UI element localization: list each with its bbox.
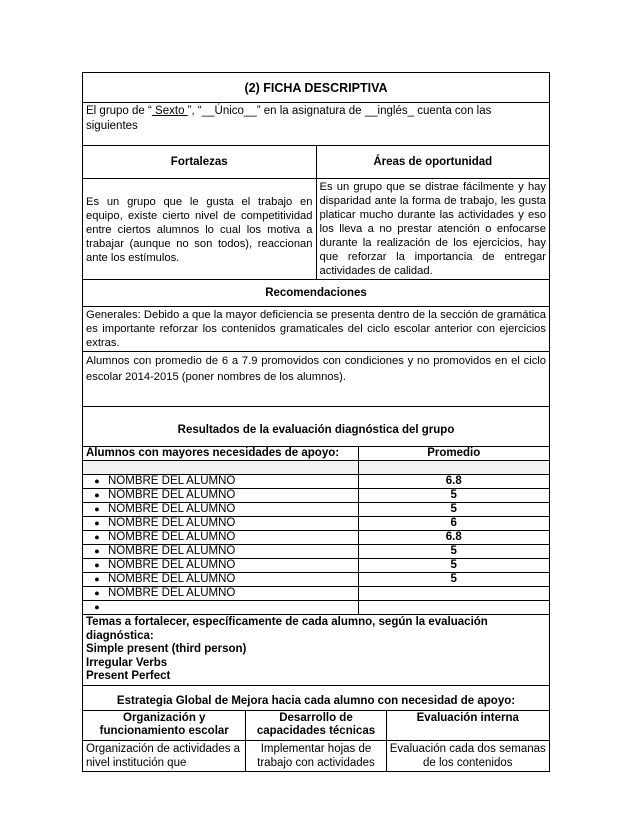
recomendaciones-alumnos: Alumnos con promedio de 6 a 7.9 promovidos con condiciones y no promovidos en el ciclo escolar 2014-2015 (poner nombres de los alumnos). [83,352,550,407]
blank-cell-left [83,461,359,475]
bullet-icon: ● [94,490,100,500]
table-row [83,489,550,503]
bullet-icon: ● [94,518,100,528]
alumno-promedio: 5 [358,545,549,559]
alumno-promedio: 5 [358,559,549,573]
alumnos-header: Alumnos con mayores necesidades de apoyo: [83,447,359,461]
alumno-name: NOMBRE DEL ALUMNO [108,587,236,599]
tema-item: Irregular Verbs [86,656,168,669]
bullet-icon: ● [94,546,100,556]
bullet-icon: ● [94,532,100,542]
alumno-name: NOMBRE DEL ALUMNO [108,475,236,487]
alumno-name: NOMBRE DEL ALUMNO [108,573,236,585]
title-row [83,73,550,103]
table-row [83,545,550,559]
alumno-name: NOMBRE DEL ALUMNO [108,503,236,515]
bullet-icon: ● [94,602,100,612]
resultados-header-row [83,407,550,447]
alumno-name-cell [83,545,359,559]
fortalezas-row [83,179,550,280]
temas-header: Temas a fortalecer, específicamente de cada alumno, según la evaluación diagnóstica: [86,616,488,642]
intro-row [83,103,550,146]
table-row [83,503,550,517]
alumno-promedio: 5 [358,573,549,587]
temas-row [83,615,550,686]
estrategia-cols-row [83,710,550,740]
alumno-name: NOMBRE DEL ALUMNO [108,517,236,529]
col-value-evaluacion: Evaluación cada dos semanas de los contenidos [386,740,549,771]
alumno-name: NOMBRE DEL ALUMNO [108,489,236,501]
fortalezas-text: Es un grupo que le gusta el trabajo en equipo, existe cierto nivel de competitividad entre ciertos alumnos lo cual los motiva a trabajar (aunque no son todos), reaccionan ante los estímulos. [83,179,317,280]
alumnos-list [83,475,550,615]
temas-cell [83,615,550,686]
temas-table [82,614,550,686]
alumno-name-cell [83,559,359,573]
recomendaciones-header: Recomendaciones [83,280,550,307]
oportunidad-text: Es un grupo que se distrae fácilmente y hay disparidad ante la forma de trabajo, les gusta platicar mucho durante las actividades y eso los lleva a no prestar atención o enfocarse durante la realización de los ejercicios, hay que reforzar la importancia de entregar actividades de calidad. [316,179,550,280]
recomendaciones-generales-row [83,307,550,352]
alumno-name-cell [83,503,359,517]
page-title: (2) FICHA DESCRIPTIVA [83,73,550,103]
col-value-organizacion: Organización de actividades a nivel institución que [83,740,246,771]
alumno-promedio: 5 [358,503,549,517]
alumno-promedio: 5 [358,489,549,503]
alumno-promedio: 6.8 [358,531,549,545]
recomendaciones-generales: Generales: Debido a que la mayor deficiencia se presenta dentro de la sección de gramática es importante reforzar los contenidos gramaticales del ciclo escolar anterior con ejercicios extras. [83,307,550,352]
fortalezas-header-row [83,146,550,179]
alumnos-header-row [83,447,550,461]
intro-text-5: siguientes [86,120,138,132]
tema-item: Simple present (third person) [86,643,247,655]
bullet-icon: ● [94,588,100,598]
asignatura-value: __inglés_ [364,105,414,117]
estrategia-table [82,685,550,772]
alumno-promedio: 6.8 [358,475,549,489]
grupo-value: Sexto [151,105,188,117]
blank-row [83,461,550,475]
bullet-icon: ● [94,504,100,514]
alumno-name: NOMBRE DEL ALUMNO [108,559,236,571]
tema-item: Present Perfect [86,670,171,682]
table-row [83,601,550,615]
intro-text-2: ”, “ [187,105,202,117]
resultados-header: Resultados de la evaluación diagnóstica del grupo [83,407,550,447]
estrategia-values-row [83,740,550,771]
col-value-desarrollo: Implementar hojas de trabajo con actividades [246,740,386,771]
bullet-icon: ● [94,560,100,570]
fortalezas-header: Fortalezas [83,146,317,179]
alumnos-table [82,446,550,615]
ficha-table [82,72,550,447]
col-header-desarrollo: Desarrollo de capacidades técnicas [246,710,386,740]
ficha-descriptiva [82,72,550,772]
promedio-header: Promedio [358,447,549,461]
alumno-promedio [358,587,549,601]
intro-text-3: ” en la asignatura de [256,105,365,117]
blank-cell-right [358,461,549,475]
recomendaciones-alumnos-row [83,352,550,407]
oportunidad-header: Áreas de oportunidad [316,146,550,179]
table-row [83,517,550,531]
estrategia-header: Estrategia Global de Mejora hacia cada alumno con necesidad de apoyo: [83,685,550,710]
alumno-name-cell [83,601,359,615]
col-header-organizacion: Organización y funcionamiento escolar [83,710,246,740]
alumno-promedio [358,601,549,615]
alumno-promedio: 6 [358,517,549,531]
grupo-letra-value: __Único__ [201,105,257,117]
bullet-icon: ● [94,476,100,486]
alumno-name-cell [83,531,359,545]
recomendaciones-header-row [83,280,550,307]
estrategia-header-row [83,685,550,710]
alumno-name: NOMBRE DEL ALUMNO [108,545,236,557]
alumno-name-cell [83,489,359,503]
intro-cell [83,103,550,146]
table-row [83,587,550,601]
alumno-name-cell [83,517,359,531]
col-header-evaluacion: Evaluación interna [386,710,549,740]
table-row [83,573,550,587]
bullet-icon: ● [94,574,100,584]
alumno-name-cell [83,587,359,601]
table-row [83,531,550,545]
alumno-name-cell [83,475,359,489]
alumno-name-cell [83,573,359,587]
table-row [83,475,550,489]
intro-text-1: El grupo de “ [86,105,152,117]
intro-text-4: cuenta con las [414,105,492,117]
table-row [83,559,550,573]
alumno-name: NOMBRE DEL ALUMNO [108,531,236,543]
